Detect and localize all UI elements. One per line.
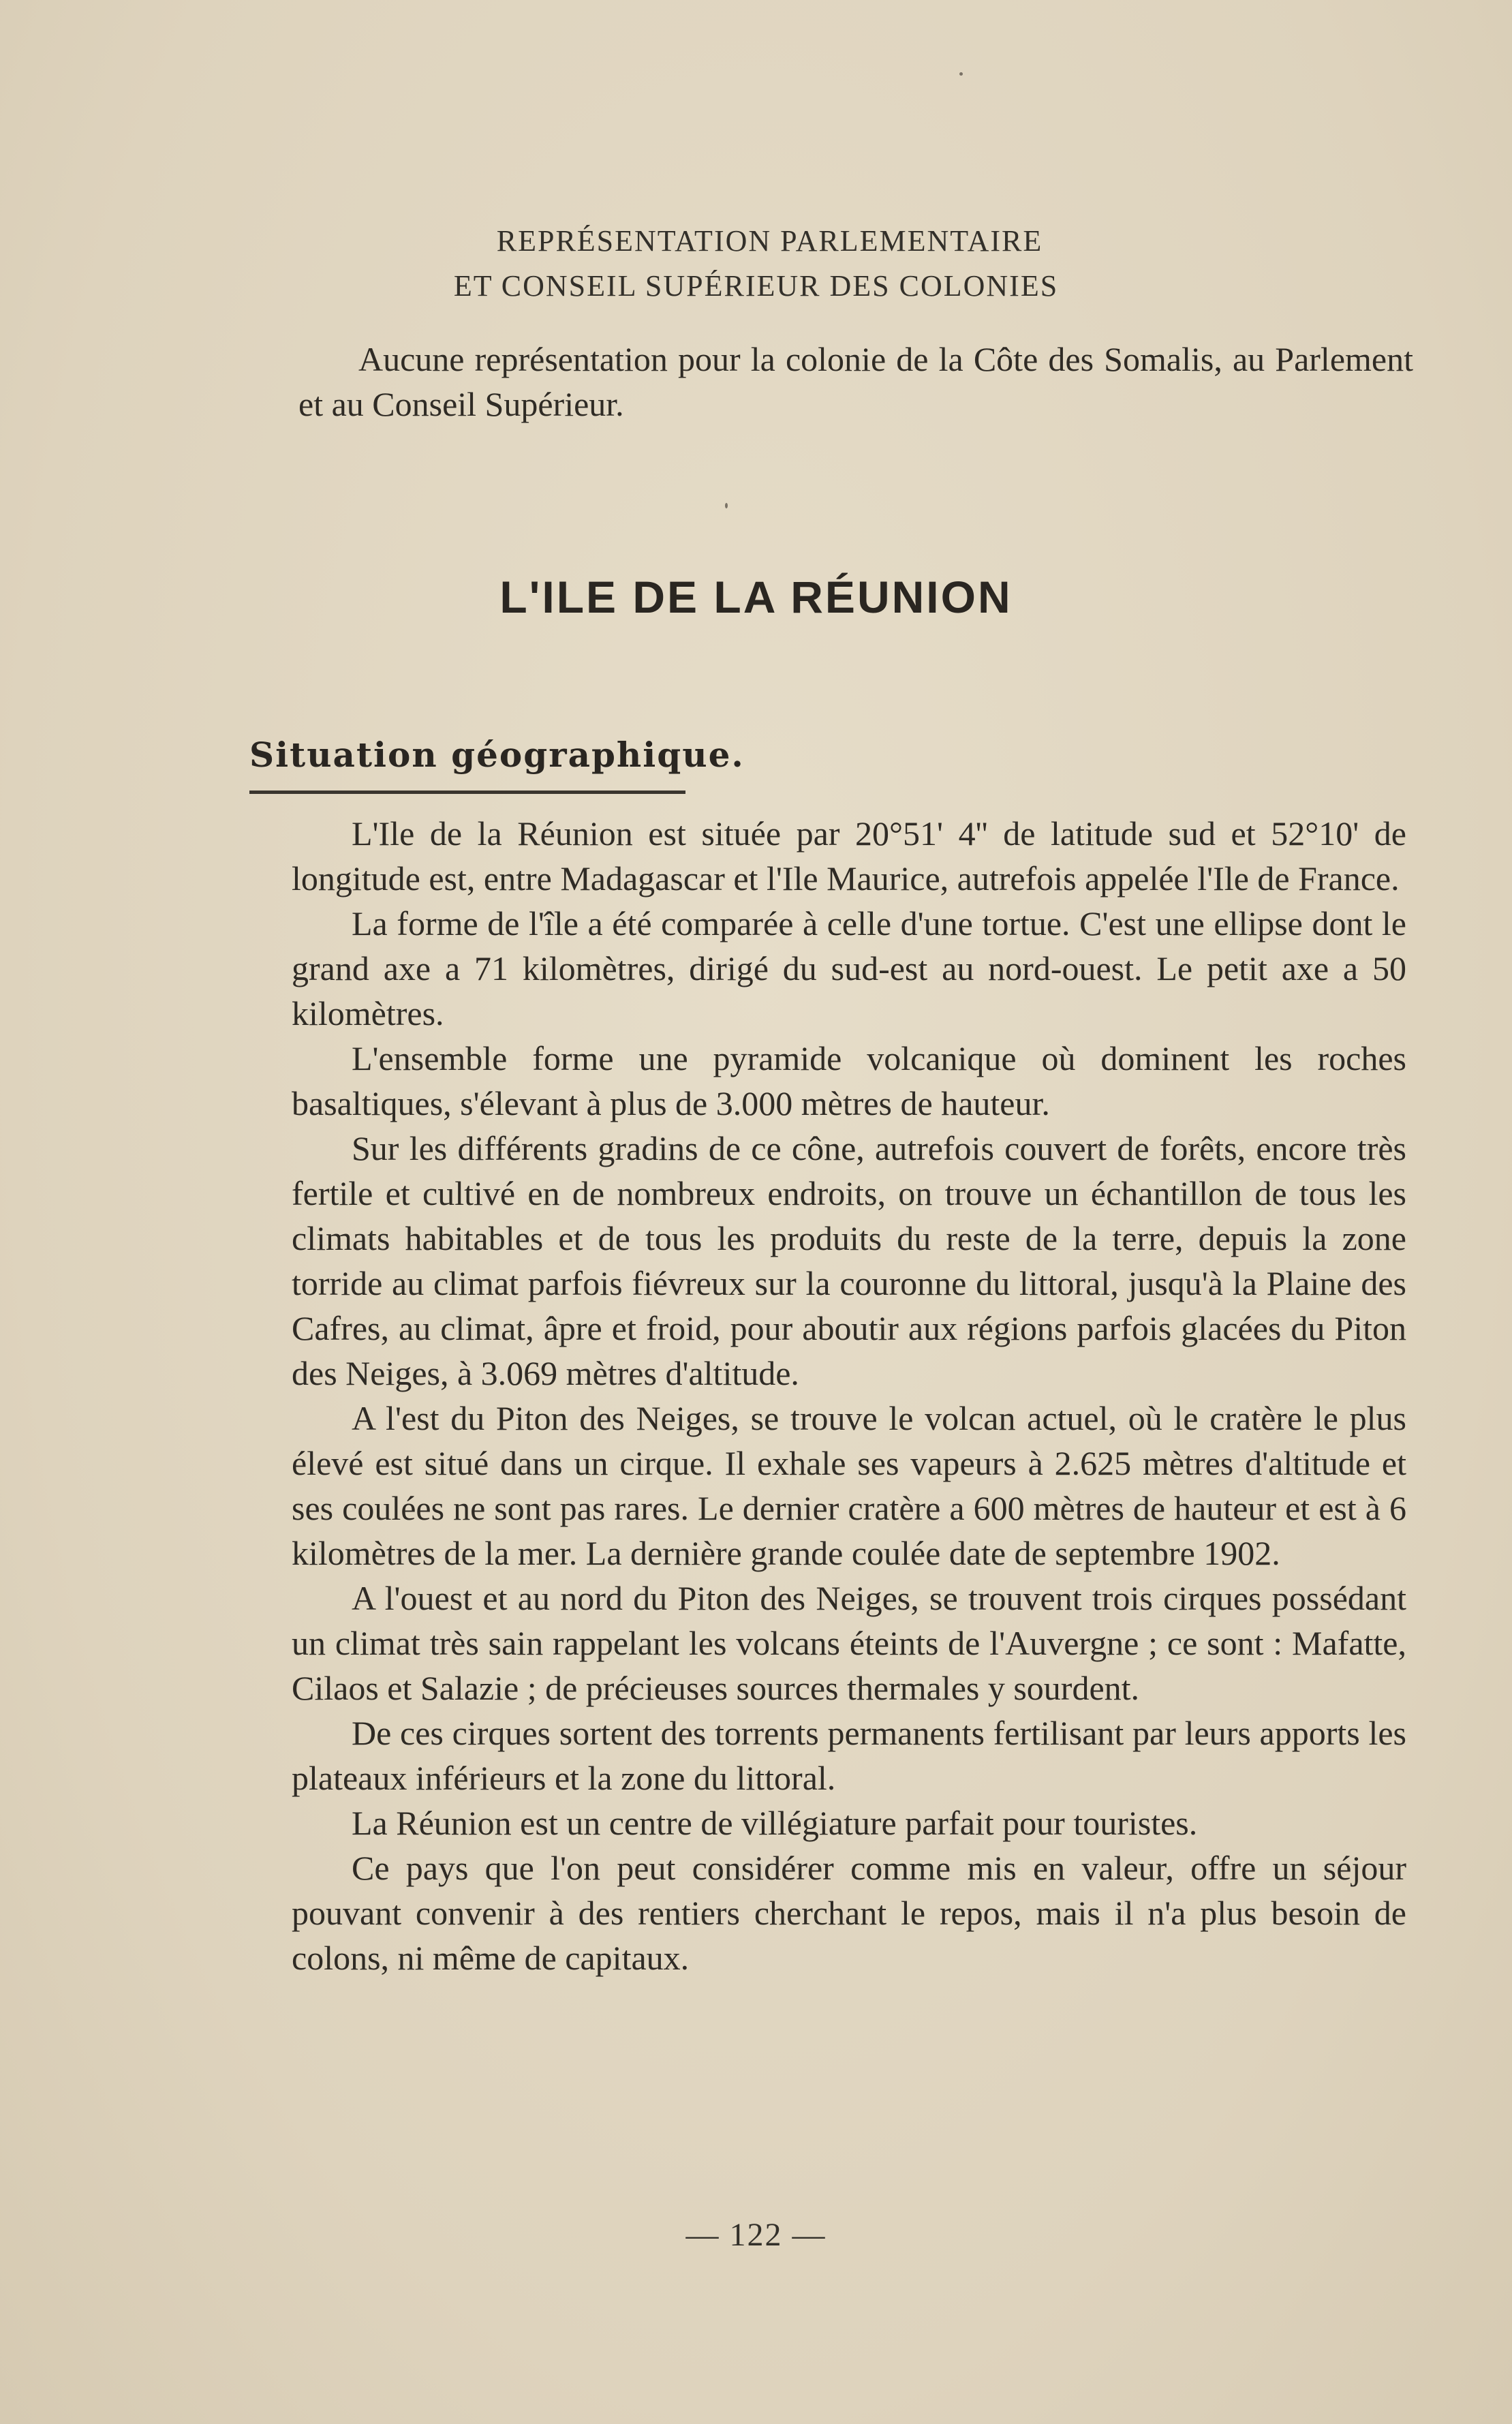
page-number: — 122 — (685, 2217, 827, 2253)
paragraph: La forme de l'île a été comparée à celle d'une tortue. C'est une ellipse dont le grand axe a 71 kilomètres, dirigé du sud-est au nord-ouest. Le petit axe a 50 kilomètres. (292, 904, 1406, 1032)
subheading: Situation géographique. (249, 735, 745, 775)
body-text (292, 811, 1406, 1980)
paragraph: Sur les différents gradins de ce cône, autrefois couvert de forêts, encore très fertile et cultivé en de nombreux endroits, on trouve un échantillon de tous les climats habitables et de tous les produits du reste de la terre, depuis la zone torride au climat parfois fiévreux sur la couronne du littoral, jusqu'à la Plaine des Cafres, au climat, âpre et froid, pour aboutir aux régions parfois glacées du Piton des Neiges, à 3.069 mètres d'altitude. (292, 1129, 1406, 1392)
section-header-line-2: ET CONSEIL SUPÉRIEUR DES COLONIES (453, 269, 1059, 303)
intro-paragraph: Aucune représentation pour la colonie de la Côte des Somalis, au Parlement et au Conseil Supérieur. (298, 340, 1413, 423)
subheading-underline (249, 791, 685, 794)
paper-speck (959, 72, 963, 76)
paper-speck (725, 503, 728, 508)
section-header-line-1: REPRÉSENTATION PARLEMENTAIRE (496, 224, 1043, 258)
paragraph: De ces cirques sortent des torrents permanents fertilisant par leurs apports les plateaux inférieurs et la zone du littoral. (292, 1714, 1406, 1797)
paragraph: L'ensemble forme une pyramide volcanique où dominent les roches basaltiques, s'élevant à plus de 3.000 mètres de hauteur. (292, 1039, 1406, 1122)
paragraph: Ce pays que l'on peut considérer comme mis en valeur, offre un séjour pouvant convenir à des rentiers cherchant le repos, mais il n'a plus besoin de colons, ni même de capitaux. (292, 1849, 1406, 1977)
paragraph: A l'est du Piton des Neiges, se trouve le volcan actuel, où le cratère le plus élevé est situé dans un cirque. Il exhale ses vapeurs à 2.625 mètres d'altitude et ses coulées ne sont pas rares. Le dernier cratère a 600 mètres de hauteur et est à 6 kilomètres de la mer. La dernière grande coulée date de septembre 1902. (292, 1399, 1406, 1572)
paragraph: La Réunion est un centre de villégiature parfait pour touristes. (352, 1804, 1198, 1842)
paragraph: A l'ouest et au nord du Piton des Neiges, se trouvent trois cirques possédant un climat très sain rappelant les volcans éteints de l'Auvergne ; ce sont : Mafatte, Cilaos et Salazie ; de précieuses sources thermales y sourdent. (292, 1579, 1406, 1707)
paragraph: L'Ile de la Réunion est située par 20°51' 4'' de latitude sud et 52°10' de longitude est, entre Madagascar et l'Ile Maurice, autrefois appelée l'Ile de France. (292, 814, 1406, 898)
chapter-title: L'ILE DE LA RÉUNION (499, 572, 1013, 622)
